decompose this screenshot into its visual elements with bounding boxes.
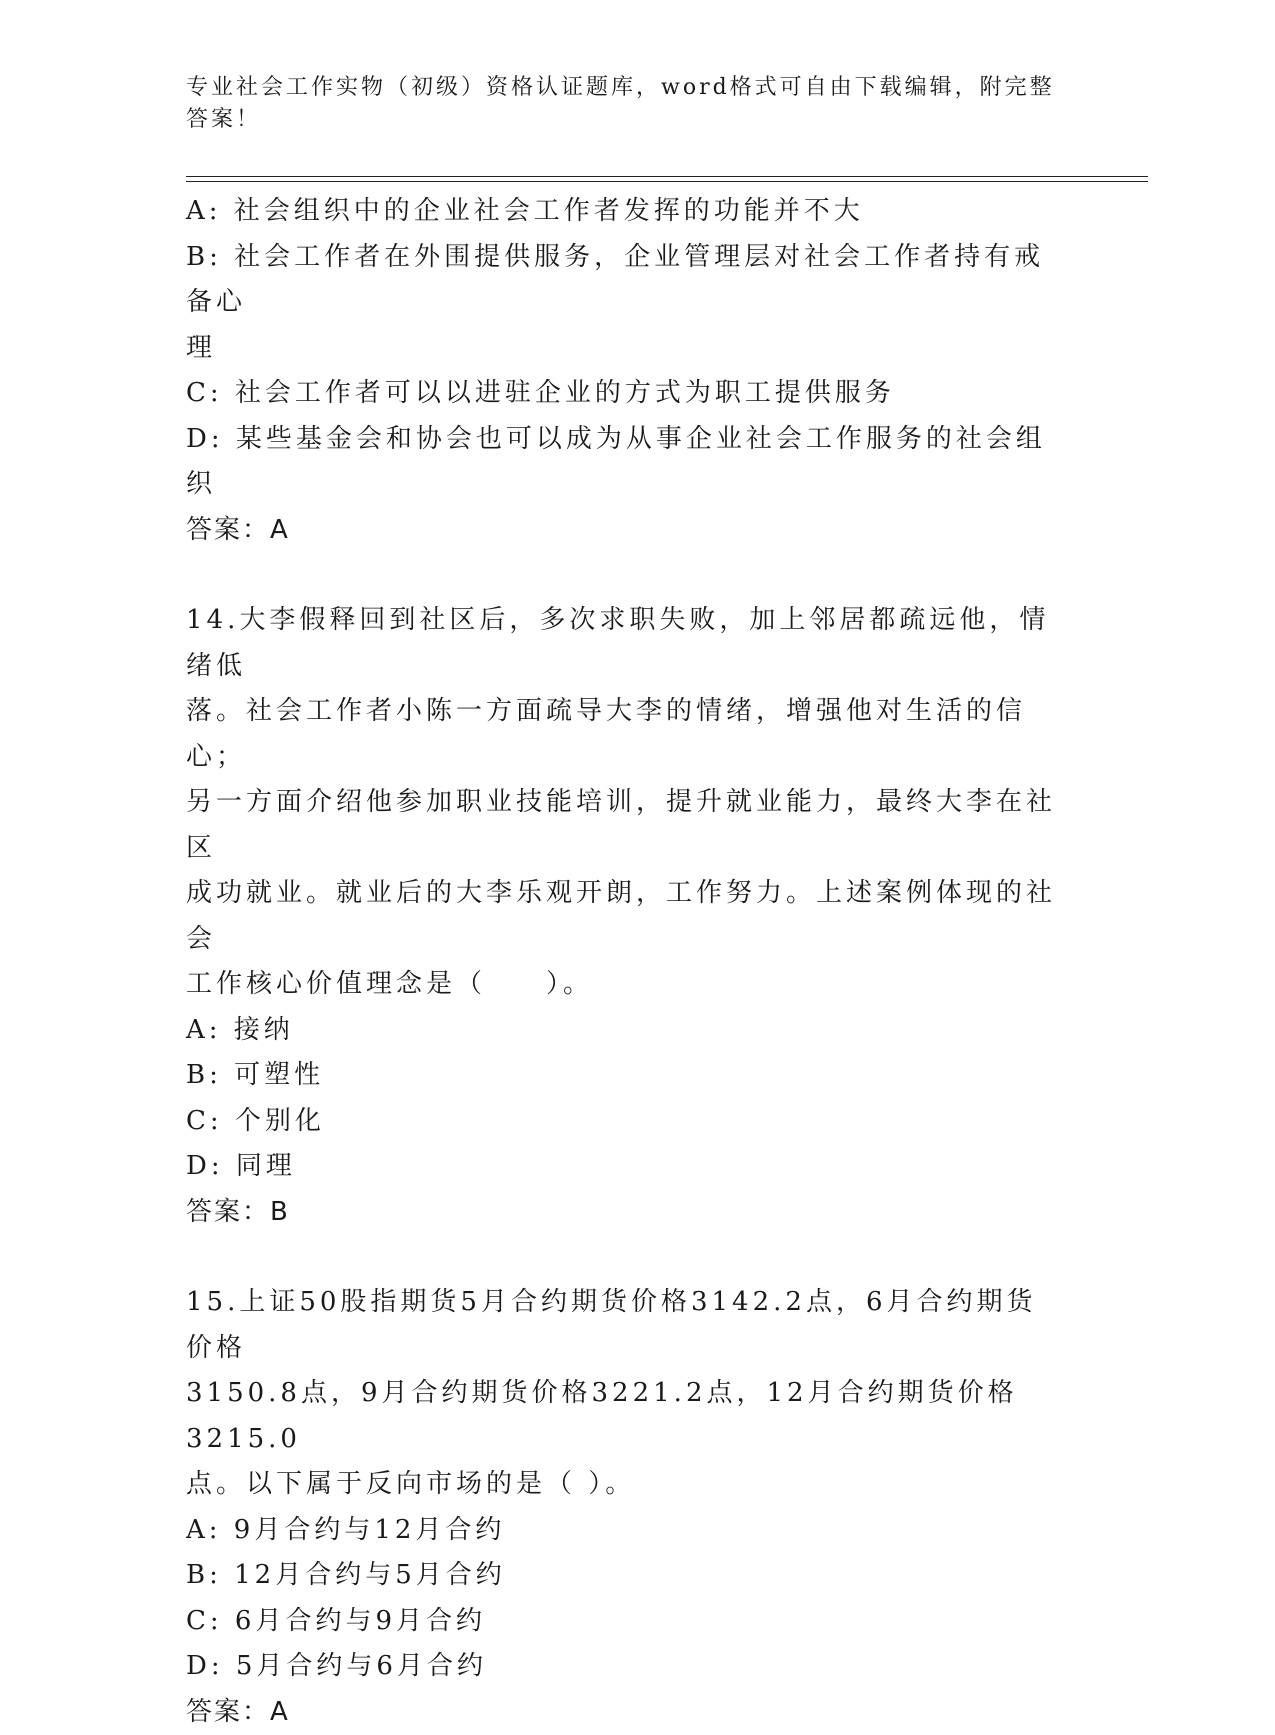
option-a: A: 社会组织中的企业社会工作者发挥的功能并不大 xyxy=(186,189,1066,235)
option-d: D: 同理 xyxy=(186,1144,1066,1190)
spacer xyxy=(186,1235,1066,1280)
question-stem-line: 3150.8点，9月合约期货价格3221.2点，12月合约期货价格3215.0 xyxy=(186,1371,1066,1462)
option-c: C: 6月合约与9月合约 xyxy=(186,1599,1066,1645)
question-14 xyxy=(186,598,1066,1235)
question-13 xyxy=(186,189,1066,553)
question-stem-line: 工作核心价值理念是（ ）。 xyxy=(186,962,1066,1008)
header-divider-top xyxy=(186,176,1148,177)
spacer xyxy=(186,553,1066,598)
question-15 xyxy=(186,1280,1066,1735)
question-stem-line: 另一方面介绍他参加职业技能培训，提升就业能力，最终大李在社区 xyxy=(186,780,1066,871)
question-content xyxy=(186,189,1066,1735)
option-d: D: 某些基金会和协会也可以成为从事企业社会工作服务的社会组织 xyxy=(186,417,1066,508)
option-b: B: 可塑性 xyxy=(186,1053,1066,1099)
option-b-continued: 理 xyxy=(186,326,1066,372)
option-c: C: 个别化 xyxy=(186,1099,1066,1145)
page-header: 专业社会工作实物（初级）资格认证题库，word格式可自由下载编辑，附完整答案！ xyxy=(186,72,1066,136)
question-stem-line: 14.大李假释回到社区后，多次求职失败，加上邻居都疏远他，情绪低 xyxy=(186,598,1066,689)
option-a: A: 接纳 xyxy=(186,1008,1066,1054)
answer: 答案：A xyxy=(186,508,1066,554)
question-stem-line: 落。社会工作者小陈一方面疏导大李的情绪，增强他对生活的信心； xyxy=(186,689,1066,780)
question-stem-line: 成功就业。就业后的大李乐观开朗，工作努力。上述案例体现的社会 xyxy=(186,871,1066,962)
option-c: C: 社会工作者可以以进驻企业的方式为职工提供服务 xyxy=(186,371,1066,417)
question-stem-line: 点。以下属于反向市场的是（ ）。 xyxy=(186,1462,1066,1508)
header-divider-bottom xyxy=(186,181,1148,182)
option-a: A: 9月合约与12月合约 xyxy=(186,1508,1066,1554)
option-b: B: 12月合约与5月合约 xyxy=(186,1553,1066,1599)
option-b: B: 社会工作者在外围提供服务，企业管理层对社会工作者持有戒备心 xyxy=(186,235,1066,326)
answer: 答案：A xyxy=(186,1690,1066,1735)
option-d: D: 5月合约与6月合约 xyxy=(186,1644,1066,1690)
question-stem-line: 15.上证50股指期货5月合约期货价格3142.2点，6月合约期货价格 xyxy=(186,1280,1066,1371)
answer: 答案：B xyxy=(186,1190,1066,1236)
